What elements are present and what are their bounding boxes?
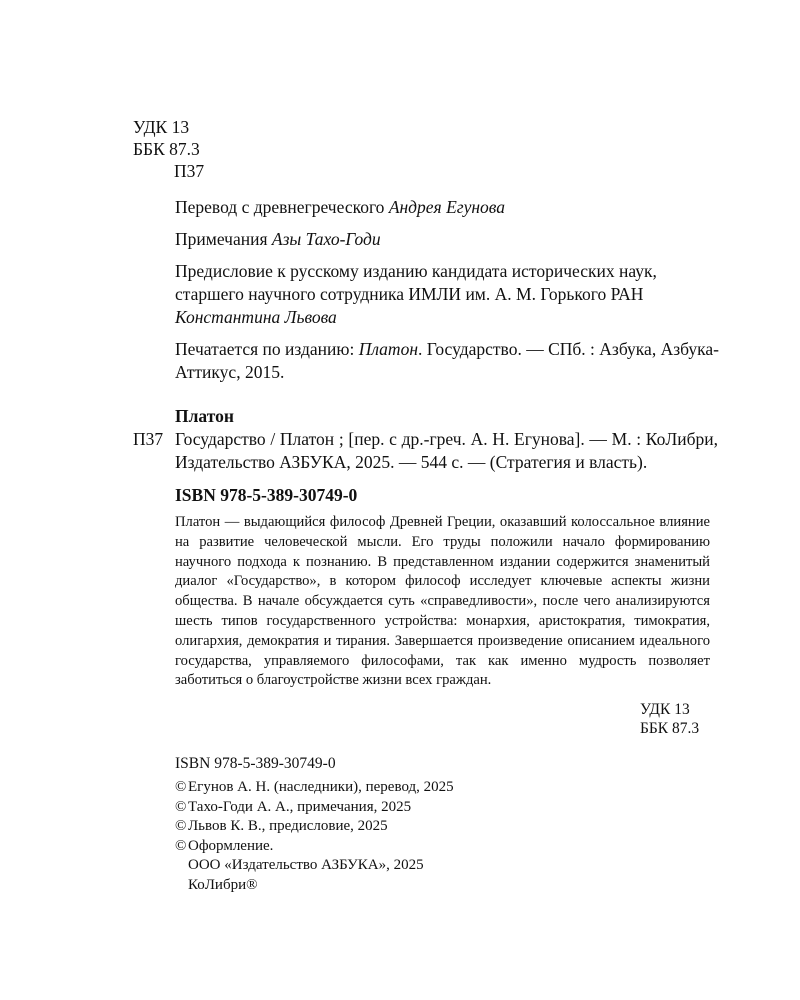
preface-author: Константина Львова <box>175 307 337 327</box>
footer-bbk: ББК 87.3 <box>640 720 700 737</box>
catalog-record <box>133 405 718 474</box>
udk-code: УДК 13 <box>133 117 190 137</box>
copyright-line <box>175 798 675 818</box>
footer-udk: УДК 13 <box>640 701 690 718</box>
copyright-line <box>175 817 675 837</box>
translator-name: Андрея Егунова <box>388 197 506 217</box>
copyright-publisher: ООО «Издательство АЗБУКА», 2025 <box>188 857 424 873</box>
translation-credit <box>175 196 725 219</box>
copyright-line <box>175 837 675 857</box>
copyright-block <box>175 778 675 895</box>
footer-codes <box>640 700 720 738</box>
copyright-sign: © <box>175 779 187 795</box>
catalog-code: П37 <box>133 429 164 449</box>
notes-prefix: Примечания <box>175 229 272 249</box>
author-code: П37 <box>174 161 205 181</box>
source-prefix: Печатается по изданию: <box>175 339 359 359</box>
source-edition <box>175 338 725 384</box>
annotation <box>175 513 710 691</box>
copyright-design: Оформление. <box>188 837 274 854</box>
translation-prefix: Перевод с древнегреческого <box>175 197 389 217</box>
copyright-sign: © <box>175 798 187 815</box>
copyright-sign: © <box>175 837 187 854</box>
catalog-author: Платон <box>175 406 234 426</box>
copyright-translation: Егунов А. Н. (наследники), перевод, 2025 <box>188 779 454 795</box>
classification-codes <box>133 116 333 182</box>
source-rest: . Государство. — СПб. : Азбука, Азбука-Аттикус, 2015. <box>175 339 719 382</box>
copyright-line <box>175 778 675 798</box>
preface-text: Предисловие к русскому изданию кандидата исторических наук, старшего научного сотрудника ИМЛИ им. А. М. Горького РАН <box>175 261 657 304</box>
annotation-text: Платон — выдающийся философ Древней Греции, оказавший колоссальное влияние на развитие человеческой мысли. Его труды положили начало формированию научного подхода к познанию. В представленном издании содержится знаменитый диалог «Государство», в котором философ исследует ключевые аспекты жизни общества. В начале обсуждается суть «справедливости», после чего анализируются шесть типов государственного устройства: монархия, аристократия, тимократия, олигархия, демократия и тирания. Завершается произведение описанием идеального государства, управляемого философами, так как именно мудрость позволяет заботиться о благоустройстве жизни всех граждан. <box>175 514 710 689</box>
catalog-description: Государство / Платон ; [пер. с др.-греч. А. Н. Егунова]. — М. : КоЛибри, Издательство АЗБУКА, 2025. — 544 с. — (Стратегия и власть). <box>175 429 718 472</box>
copyright-notes: Тахо-Годи А. А., примечания, 2025 <box>188 798 412 815</box>
copyright-brand: КоЛибри® <box>188 876 258 893</box>
catalog-row <box>133 428 718 474</box>
copyright-sign: © <box>175 818 187 834</box>
source-author: Платон <box>358 339 419 359</box>
isbn-secondary: ISBN 978-5-389-30749-0 <box>175 755 336 772</box>
notes-author: Азы Тахо-Годи <box>271 229 381 249</box>
notes-credit <box>175 228 725 251</box>
copyright-preface: Львов К. В., предисловие, 2025 <box>188 818 388 834</box>
credits-block <box>175 196 725 393</box>
bbk-code: ББК 87.3 <box>133 139 200 159</box>
preface-credit <box>175 260 725 329</box>
isbn-primary: ISBN 978-5-389-30749-0 <box>175 485 358 505</box>
